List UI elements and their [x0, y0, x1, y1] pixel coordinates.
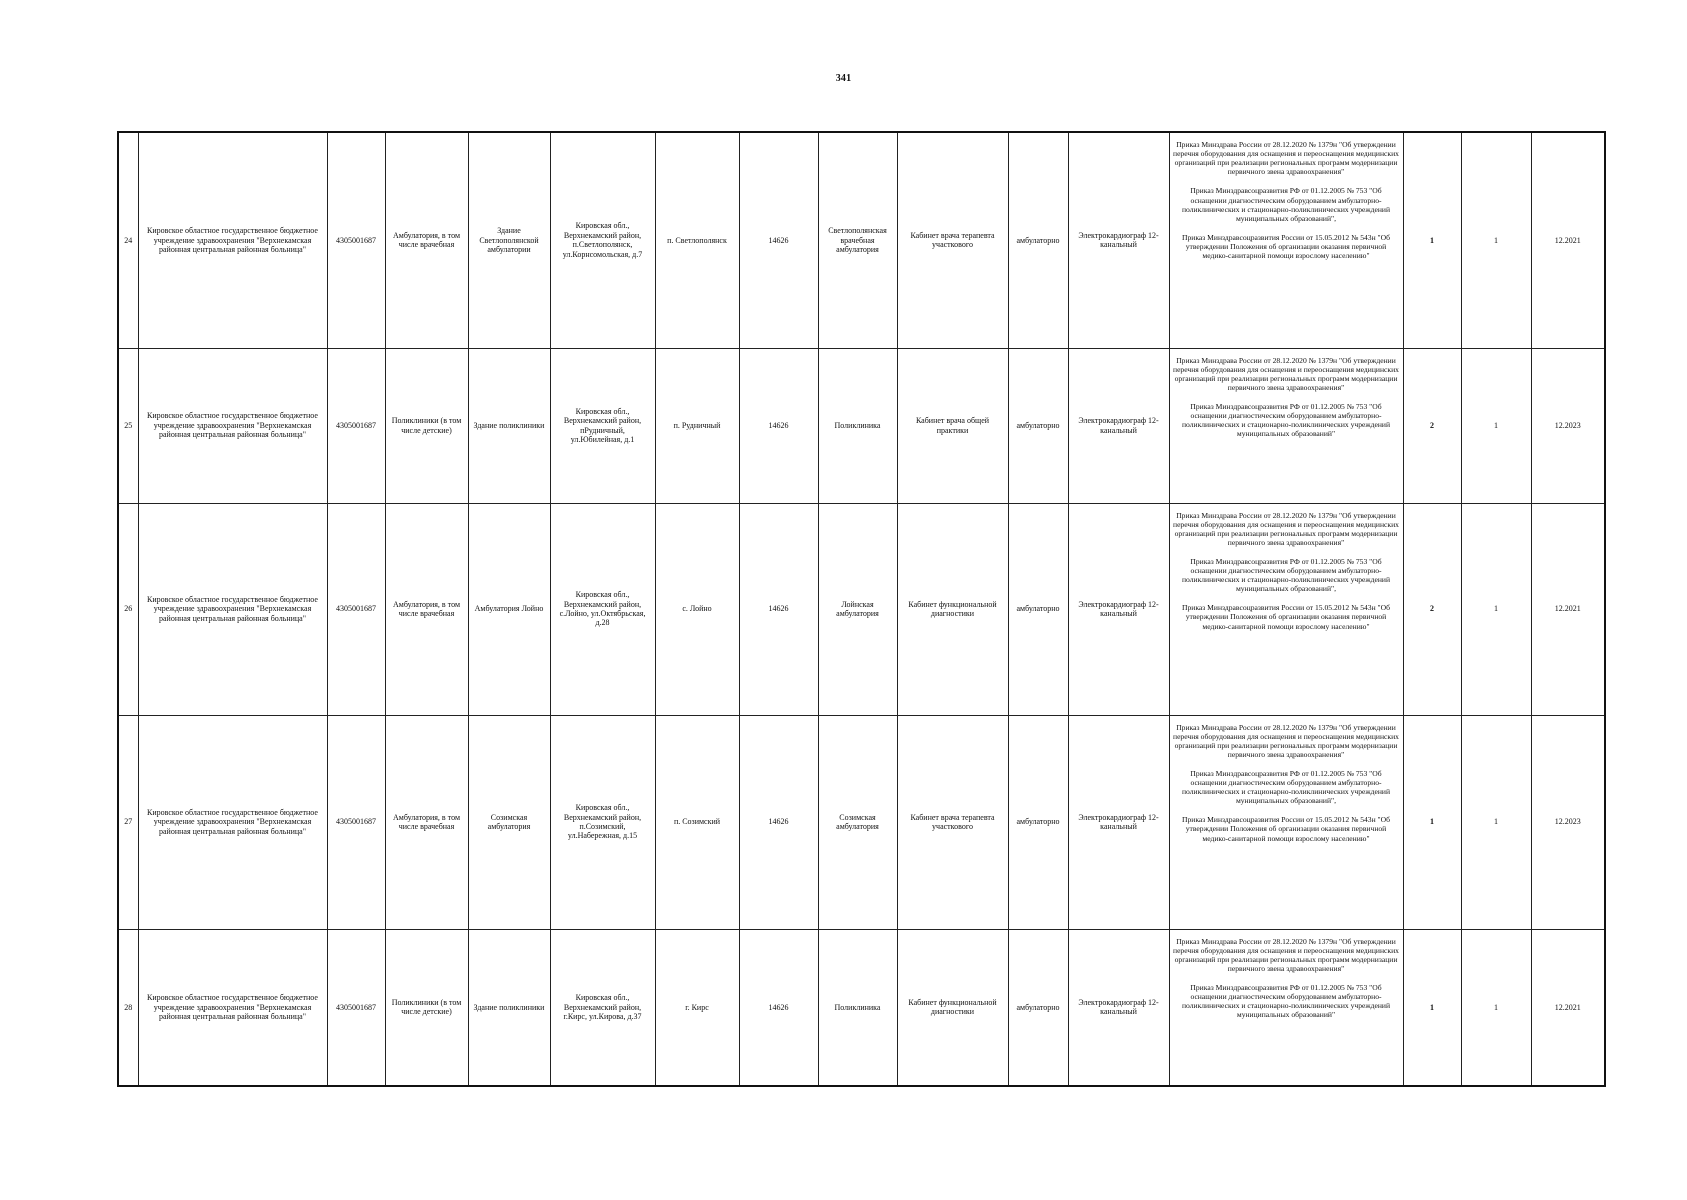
legal-basis-item: Приказ Минздравсоцразвития РФ от 01.12.2005 № 753 "Об оснащении диагностическим оборудованием амбулаторно-поликлинических и стационарно-поликлинических учреждений муниципальных образований", [1181, 768, 1391, 806]
legal-basis [1169, 132, 1403, 348]
delivery-date: 12.2023 [1531, 348, 1605, 503]
equipment-name: Электрокардиограф 12-канальный [1068, 929, 1169, 1086]
table-row [118, 503, 1605, 715]
cabinet: Кабинет врача терапевта участкового [897, 715, 1008, 929]
structural-unit: Светлополянская врачебная амбулатория [818, 132, 897, 348]
legal-basis-item: Приказ Минздрава России от 28.12.2020 № 1379н "Об утверждении перечня оборудования для оснащения и переоснащения медицинских организаций при реализации региональных программ модернизации первичного звена здравоохранения" [1173, 140, 1399, 177]
row-number: 26 [118, 503, 138, 715]
equipment-name: Электрокардиограф 12-канальный [1068, 503, 1169, 715]
structural-unit: Лойнская амбулатория [818, 503, 897, 715]
equipment-table [117, 131, 1606, 1087]
legal-basis-item: Приказ Минздравсоцразвития России от 15.05.2012 № 543н "Об утверждении Положения об организации оказания первичной медико-санитарной помощи взрослому населению" [1181, 815, 1391, 843]
quantity-norm: 2 [1403, 348, 1461, 503]
inn-code: 4305001687 [327, 929, 385, 1086]
cabinet: Кабинет врача общей практики [897, 348, 1008, 503]
row-number: 24 [118, 132, 138, 348]
address: Кировская обл., Верхнекамский район, пРудничный, ул.Юбилейная, д.1 [550, 348, 655, 503]
quantity: 1 [1461, 715, 1531, 929]
structural-unit: Поликлиника [818, 348, 897, 503]
table-body [118, 132, 1605, 1086]
legal-basis-item: Приказ Минздрава России от 28.12.2020 № 1379н "Об утверждении перечня оборудования для оснащения и переоснащения медицинских организаций при реализации региональных программ модернизации первичного звена здравоохранения" [1173, 355, 1399, 392]
cabinet: Кабинет функциональной диагностики [897, 503, 1008, 715]
building-name: Здание Светлополянской амбулатории [468, 132, 550, 348]
equipment-name: Электрокардиограф 12-канальный [1068, 132, 1169, 348]
legal-basis [1169, 715, 1403, 929]
quantity: 1 [1461, 132, 1531, 348]
building-name: Амбулатория Лойно [468, 503, 550, 715]
legal-basis-item: Приказ Минздравсоцразвития РФ от 01.12.2005 № 753 "Об оснащении диагностическим оборудованием амбулаторно-поликлинических и стационарно-поликлинических учреждений муниципальных образований" [1181, 982, 1391, 1020]
delivery-date: 12.2021 [1531, 929, 1605, 1086]
quantity-norm: 2 [1403, 503, 1461, 715]
facility-type: Амбулатория, в том числе врачебная [385, 132, 468, 348]
organization-name: Кировское областное государственное бюджетное учреждение здравоохранения "Верхнекамская районная центральная районная больница" [138, 348, 327, 503]
legal-basis-item: Приказ Минздрава России от 28.12.2020 № 1379н "Об утверждении перечня оборудования для оснащения и переоснащения медицинских организаций при реализации региональных программ модернизации первичного звена здравоохранения" [1173, 510, 1399, 547]
facility-type: Поликлиники (в том числе детские) [385, 348, 468, 503]
organization-name: Кировское областное государственное бюджетное учреждение здравоохранения "Верхнекамская районная центральная районная больница" [138, 715, 327, 929]
building-name: Здание поликлиники [468, 348, 550, 503]
legal-basis-item: Приказ Минздрава России от 28.12.2020 № 1379н "Об утверждении перечня оборудования для оснащения и переоснащения медицинских организаций при реализации региональных программ модернизации первичного звена здравоохранения" [1173, 722, 1399, 759]
legal-basis-item: Приказ Минздравсоцразвития РФ от 01.12.2005 № 753 "Об оснащении диагностическим оборудованием амбулаторно-поликлинических и стационарно-поликлинических учреждений муниципальных образований", [1181, 556, 1391, 594]
equipment-name: Электрокардиограф 12-канальный [1068, 715, 1169, 929]
locality: г. Кирс [655, 929, 739, 1086]
table-row [118, 348, 1605, 503]
territory-code: 14626 [739, 348, 818, 503]
legal-basis [1169, 348, 1403, 503]
delivery-date: 12.2023 [1531, 715, 1605, 929]
structural-unit: Поликлиника [818, 929, 897, 1086]
legal-basis-item: Приказ Минздравсоцразвития России от 15.05.2012 № 543н "Об утверждении Положения об организации оказания первичной медико-санитарной помощи взрослому населению" [1181, 603, 1391, 631]
table-row [118, 132, 1605, 348]
address: Кировская обл., Верхнекамский район, г.Кирс, ул.Кирова, д.37 [550, 929, 655, 1086]
delivery-date: 12.2021 [1531, 132, 1605, 348]
care-mode: амбулаторно [1008, 132, 1068, 348]
building-name: Здание поликлиники [468, 929, 550, 1086]
care-mode: амбулаторно [1008, 348, 1068, 503]
organization-name: Кировское областное государственное бюджетное учреждение здравоохранения "Верхнекамская районная центральная районная больница" [138, 929, 327, 1086]
inn-code: 4305001687 [327, 132, 385, 348]
organization-name: Кировское областное государственное бюджетное учреждение здравоохранения "Верхнекамская районная центральная районная больница" [138, 132, 327, 348]
territory-code: 14626 [739, 715, 818, 929]
territory-code: 14626 [739, 503, 818, 715]
quantity: 1 [1461, 348, 1531, 503]
table-row [118, 929, 1605, 1086]
row-number: 25 [118, 348, 138, 503]
legal-basis-item: Приказ Минздравсоцразвития РФ от 01.12.2005 № 753 "Об оснащении диагностическим оборудованием амбулаторно-поликлинических и стационарно-поликлинических учреждений муниципальных образований", [1181, 186, 1391, 223]
legal-basis-item: Приказ Минздрава России от 28.12.2020 № 1379н "Об утверждении перечня оборудования для оснащения и переоснащения медицинских организаций при реализации региональных программ модернизации первичного звена здравоохранения" [1173, 936, 1399, 973]
quantity: 1 [1461, 929, 1531, 1086]
territory-code: 14626 [739, 132, 818, 348]
locality: п. Рудничный [655, 348, 739, 503]
row-number: 28 [118, 929, 138, 1086]
cabinet: Кабинет врача терапевта участкового [897, 132, 1008, 348]
quantity-norm: 1 [1403, 929, 1461, 1086]
legal-basis [1169, 929, 1403, 1086]
row-number: 27 [118, 715, 138, 929]
quantity: 1 [1461, 503, 1531, 715]
table-row [118, 715, 1605, 929]
quantity-norm: 1 [1403, 132, 1461, 348]
address: Кировская обл., Верхнекамский район, п.Светлополянск, ул.Корнсомольская, д.7 [550, 132, 655, 348]
address: Кировская обл., Верхнекамский район, п.Созимский, ул.Набережная, д.15 [550, 715, 655, 929]
organization-name: Кировское областное государственное бюджетное учреждение здравоохранения "Верхнекамская районная центральная районная больница" [138, 503, 327, 715]
cabinet: Кабинет функциональной диагностики [897, 929, 1008, 1086]
legal-basis [1169, 503, 1403, 715]
locality: п. Созимский [655, 715, 739, 929]
locality: п. Светлополянск [655, 132, 739, 348]
care-mode: амбулаторно [1008, 929, 1068, 1086]
locality: с. Лойно [655, 503, 739, 715]
care-mode: амбулаторно [1008, 715, 1068, 929]
inn-code: 4305001687 [327, 503, 385, 715]
quantity-norm: 1 [1403, 715, 1461, 929]
legal-basis-item: Приказ Минздравсоцразвития РФ от 01.12.2005 № 753 "Об оснащении диагностическим оборудованием амбулаторно-поликлинических и стационарно-поликлинических учреждений муниципальных образований" [1181, 401, 1391, 439]
inn-code: 4305001687 [327, 715, 385, 929]
structural-unit: Созимская амбулатория [818, 715, 897, 929]
facility-type: Амбулатория, в том числе врачебная [385, 503, 468, 715]
page-number: 341 [835, 73, 852, 84]
equipment-name: Электрокардиограф 12-канальный [1068, 348, 1169, 503]
address: Кировская обл., Верхнекамский район, с.Лойно, ул.Октябрьская, д.28 [550, 503, 655, 715]
facility-type: Поликлиники (в том числе детские) [385, 929, 468, 1086]
building-name: Созимская амбулатория [468, 715, 550, 929]
territory-code: 14626 [739, 929, 818, 1086]
care-mode: амбулаторно [1008, 503, 1068, 715]
inn-code: 4305001687 [327, 348, 385, 503]
legal-basis-item: Приказ Минздравсоцразвития России от 15.05.2012 № 543н "Об утверждении Положения об организации оказания первичной медико-санитарной помощи взрослому населению" [1181, 232, 1391, 261]
facility-type: Амбулатория, в том числе врачебная [385, 715, 468, 929]
delivery-date: 12.2021 [1531, 503, 1605, 715]
